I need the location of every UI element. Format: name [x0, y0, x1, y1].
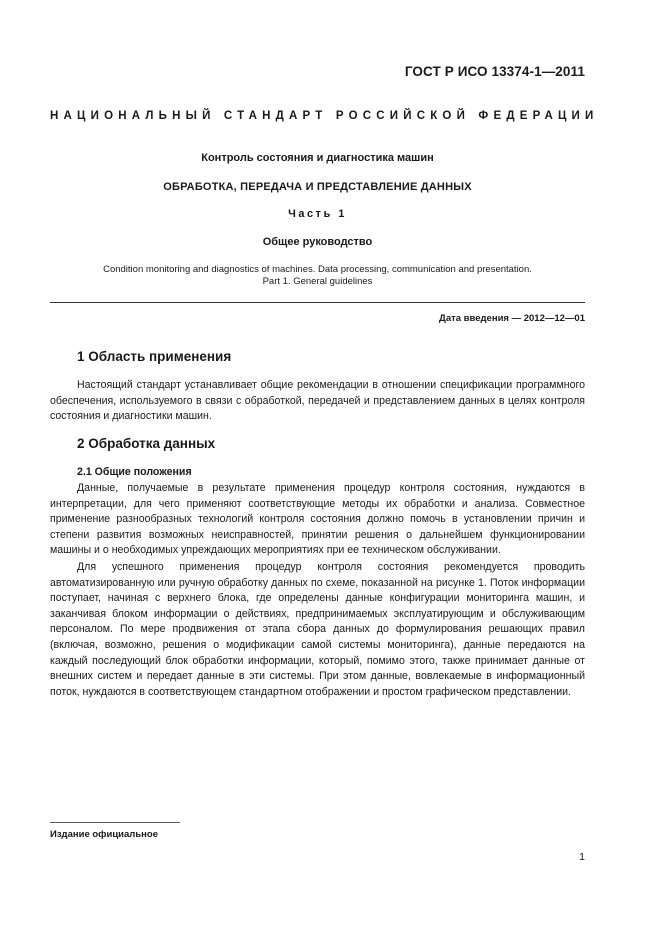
standard-number: ГОСТ Р ИСО 13374-1—2011 [404, 64, 585, 79]
introduction-date: Дата введения — 2012—12—01 [439, 313, 585, 324]
english-title-line-2: Part 1. General guidelines [262, 276, 373, 287]
section-2-paragraph-2 [50, 560, 585, 700]
section-1-body [50, 378, 585, 425]
english-title [50, 264, 585, 288]
paragraph: Для успешного применения процедур контроля состояния рекомендуется проводить автоматизированную или ручную обработку данных по схеме, показанной на рисунке 1. Поток информации поступает, начиная с верхнего блока, где определены данные конфигурации мониторинга машин, и заканчивая блоком информации о действиях, предпринимаемых эксплуатирующим и обслуживающим персоналом. По мере продвижения от этапа сбора данных до формулирования решающих правил (включая, возможно, решения о модификации самой системы мониторинга), данные передаются на каждый последующий блок обработки информации, который, помимо этого, также принимает данные от внешних систем и передает данные в эти системы. При этом данные, вовлекаемые в информационный поток, нуждаются в соответствующем стандартном отображении и простом графическом представлении. [50, 561, 585, 698]
title-divider [50, 302, 585, 303]
section-2-heading: 2 Обработка данных [77, 436, 216, 451]
title-subtitle: Общее руководство [262, 236, 373, 248]
title-line-2: ОБРАБОТКА, ПЕРЕДАЧА И ПРЕДСТАВЛЕНИЕ ДАННЫХ [163, 181, 472, 193]
english-title-line-1: Condition monitoring and diagnostics of machines. Data processing, communication and presentation. [103, 264, 532, 275]
page-number: 1 [579, 851, 585, 863]
section-1-heading: 1 Область применения [77, 349, 232, 364]
title-part: Часть 1 [288, 208, 347, 220]
subsection-2-1-heading: 2.1 Общие положения [77, 466, 192, 478]
national-standard-banner: НАЦИОНАЛЬНЫЙ СТАНДАРТ РОССИЙСКОЙ ФЕДЕРАЦИИ [50, 110, 599, 122]
paragraph: Настоящий стандарт устанавливает общие рекомендации в отношении спецификации программного обеспечения, используемого в связи с обработкой, передачей и представлением данных в целях контроля состояния и диагностики машин. [50, 379, 585, 423]
footer-divider [50, 822, 180, 823]
paragraph: Данные, получаемые в результате применения процедур контроля состояния, нуждаются в интерпретации, для чего применяют соответствующие методы их обработки и анализа. Совместное применение разнообразных технологий контроля состояния должно помочь в установлении причин и степени развития возможных неисправностей, принятии решения о дальнейшем функционировании машины и о необходимых упреждающих мероприятиях при ее техническом обслуживании. [50, 482, 585, 557]
section-2-paragraph-1 [50, 481, 585, 559]
title-line-1: Контроль состояния и диагностика машин [201, 152, 434, 164]
official-edition-label: Издание официальное [50, 829, 158, 840]
